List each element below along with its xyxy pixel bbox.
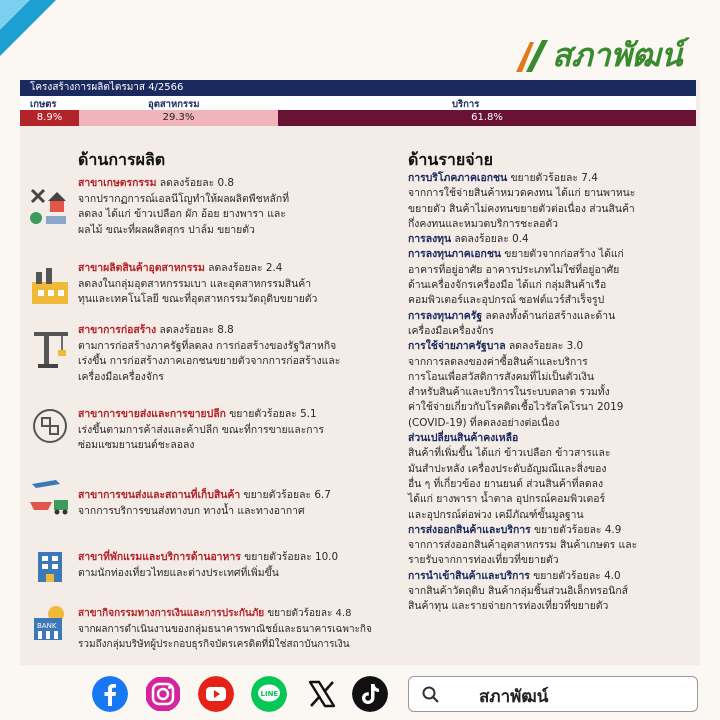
exp-title: การนำเข้าสินค้าและบริการ xyxy=(408,569,530,582)
item-detail: ทุนและเทคโนโลยี ขณะที่อุตสาหกรรมวัตถุดิบขยายตัว xyxy=(78,293,318,305)
production-item-transport xyxy=(78,488,378,519)
item-change: ลดลงร้อยละ 8.8 xyxy=(156,324,234,336)
item-detail: เร่งขึ้นตามการค้าส่งและค้าปลีก ขณะที่การขายและการ xyxy=(78,423,324,436)
crane-icon xyxy=(30,326,70,370)
item-change: ลดลงร้อยละ 2.4 xyxy=(204,262,283,274)
structure-bar-title: โครงสร้างการผลิตไตรมาส 4/2566 xyxy=(20,80,696,96)
item-detail: จากการบริการขนส่งทางบก ทางน้ำ และทางอากาศ xyxy=(78,504,305,517)
exp-change: ขยายตัวจากก่อสร้าง ได้แก่ xyxy=(500,248,624,261)
trade-icon xyxy=(30,406,70,446)
exp-title: การลงทุนภาครัฐ xyxy=(408,309,483,322)
corner-decoration-light xyxy=(0,0,30,30)
logo-text: สภาพัฒน์ xyxy=(552,36,683,74)
exp-detail: กึ่งคงทนและหมวดบริการชะลอตัว xyxy=(408,217,558,230)
production-item-construction xyxy=(78,323,388,385)
production-item-industry xyxy=(78,261,378,308)
facebook-icon[interactable] xyxy=(92,676,128,712)
segment-industry: 29.3% xyxy=(79,110,278,126)
brand-logo xyxy=(512,30,702,78)
label-agri: เกษตร xyxy=(30,99,57,110)
exp-title: การส่งออกสินค้าและบริการ xyxy=(408,523,531,536)
exp-title: การลงทุนภาคเอกชน xyxy=(408,248,501,261)
expenditure-text xyxy=(408,171,698,615)
item-detail: จากผลการดำเนินงานของกลุ่มธนาคารพาณิชย์และธนาคารเฉพาะกิจ xyxy=(78,623,372,635)
item-change: ลดลงร้อยละ 0.8 xyxy=(156,177,234,189)
item-detail: จากปรากฏการณ์เอลนีโญทำให้ผลผลิตพืชหลักที่ xyxy=(78,192,290,205)
hotel-icon xyxy=(34,548,66,584)
exp-detail: จากการใช้จ่ายสินค้าหมวดคงทน ได้แก่ ยานพาหนะ xyxy=(408,187,636,200)
exp-detail: รายรับจากการท่องเที่ยวที่ขยายตัว xyxy=(408,554,559,567)
segment-service: 61.8% xyxy=(278,110,696,126)
exp-detail: และอุปกรณ์ต่อพ่วง เคมีภัณฑ์ขั้นมูลฐาน xyxy=(408,508,584,521)
exp-change: ขยายตัวร้อยละ 4.0 xyxy=(529,569,621,582)
item-title: สาขาการขายส่งและการขายปลีก xyxy=(78,408,226,420)
instagram-icon[interactable] xyxy=(145,676,181,712)
exp-detail: ได้แก่ ยางพารา น้ำตาล อุปกรณ์คอมพิวเตอร์ xyxy=(408,493,606,506)
item-detail: ตามนักท่องเที่ยวไทยและต่างประเทศที่เพิ่มขึ้น xyxy=(78,566,279,579)
factory-icon xyxy=(28,266,72,306)
exp-change: ลดลงร้อยละ 0.4 xyxy=(451,233,529,246)
svg-text:BANK: BANK xyxy=(37,622,57,630)
search-text: สภาพัฒน์ xyxy=(479,687,549,707)
production-heading: ด้านการผลิต xyxy=(78,150,166,169)
production-item-hotel xyxy=(78,550,378,581)
exp-detail: อาคารที่อยู่อาศัย อาคารประเภทไม่ใช่ที่อยู่อาศัย xyxy=(408,263,620,276)
exp-detail: สำหรับสินค้าและบริการในระบบตลาด รวมทั้ง xyxy=(408,386,610,399)
item-detail: รวมถึงกลุ่มบริษัทผู้ประกอบธุรกิจบัตรเครดิตที่มิใช่สถาบันการเงิน xyxy=(78,639,350,650)
exp-title: ส่วนเปลี่ยนสินค้าคงเหลือ xyxy=(408,432,519,445)
exp-change: ลดลงร้อยละ 3.0 xyxy=(505,340,584,353)
item-detail: เครื่องมือเครื่องจักร xyxy=(78,370,164,383)
item-title: สาขาการขนส่งและสถานที่เก็บสินค้า xyxy=(78,489,241,501)
tiktok-icon[interactable] xyxy=(352,676,388,712)
exp-title: การบริโภคภาคเอกชน xyxy=(408,172,508,184)
item-change: ขยายตัวร้อยละ 10.0 xyxy=(240,551,339,563)
structure-bar-labels xyxy=(20,96,696,110)
logo-mark-icon xyxy=(512,36,552,76)
search-box[interactable] xyxy=(408,676,698,712)
item-title: สาขาเกษตรกรรม xyxy=(78,177,157,189)
exp-detail: (COVID-19) ที่ลดลงอย่างต่อเนื่อง xyxy=(408,416,560,429)
label-service: บริการ xyxy=(452,99,480,110)
production-item-finance xyxy=(78,606,408,653)
item-change: ขยายตัวร้อยละ 4.8 xyxy=(264,608,352,619)
content-card xyxy=(20,80,700,665)
exp-detail: จากการส่งออกสินค้าอุตสาหกรรม สินค้าเกษตร และ xyxy=(408,539,638,552)
label-industry: อุตสาหกรรม xyxy=(148,99,200,110)
bank-icon xyxy=(30,604,70,644)
search-icon xyxy=(421,685,441,705)
exp-change: ลดลงทั้งด้านก่อสร้างและด้าน xyxy=(482,309,616,322)
exp-detail: คอมพิวเตอร์และอุปกรณ์ ซอฟต์แวร์สำเร็จรูป xyxy=(408,294,605,307)
item-title: สาขาการก่อสร้าง xyxy=(78,324,157,336)
exp-detail: ขยายตัว สินค้าไม่คงทนขยายตัวต่อเนื่อง ส่วนสินค้า xyxy=(408,202,635,215)
exp-title: การลงทุน xyxy=(408,233,452,246)
exp-detail: การโอนเพื่อสวัสดิการสังคมที่ไม่เป็นตัวเงิน xyxy=(408,370,594,383)
exp-detail: เครื่องมือเครื่องจักร xyxy=(408,324,494,337)
exp-detail: สินค้าที่เพิ่มขึ้น ได้แก่ ข้าวเปลือก ข้าวสารและ xyxy=(408,447,611,460)
exp-change: ขยายตัวร้อยละ 4.9 xyxy=(530,523,622,536)
exp-title: การใช้จ่ายภาครัฐบาล xyxy=(408,340,506,353)
line-icon[interactable] xyxy=(251,676,287,712)
item-change: ขยายตัวร้อยละ 5.1 xyxy=(225,408,317,420)
item-detail: ลดลงในกลุ่มอุตสาหกรรมเบา และอุตสาหกรรมสินค้า xyxy=(78,277,312,290)
farm-icon xyxy=(26,184,70,228)
exp-detail: จากการลดลงของค่าซื้อสินค้าและบริการ xyxy=(408,355,588,368)
expenditure-heading: ด้านรายจ่าย xyxy=(408,150,493,169)
item-detail: เร่งขึ้น การก่อสร้างภาคเอกชนขยายตัวจากการก่อสร้างและ xyxy=(78,355,341,367)
structure-bar xyxy=(20,110,696,126)
exp-detail: ด้านเครื่องจักรเครื่องมือ ได้แก่ กลุ่มสินค้าเรือ xyxy=(408,279,607,292)
x-icon[interactable] xyxy=(304,676,340,712)
production-item-agri xyxy=(78,176,368,238)
item-change: ขยายตัวร้อยละ 6.7 xyxy=(240,489,331,501)
youtube-icon[interactable] xyxy=(198,676,234,712)
item-detail: ตามการก่อสร้างภาครัฐที่ลดลง การก่อสร้างของรัฐวิสาหกิจ xyxy=(78,339,337,352)
segment-agri: 8.9% xyxy=(20,110,79,126)
production-item-trade xyxy=(78,407,378,454)
exp-detail: อื่น ๆ ที่เกี่ยวข้อง ยานยนต์ ส่วนสินค้าที่ลดลง xyxy=(408,477,604,490)
item-detail: ซ่อมแซมยานยนต์ชะลอลง xyxy=(78,439,195,451)
item-detail: ลดลง ได้แก่ ข้าวเปลือก ผัก อ้อย ยางพารา และ xyxy=(78,208,286,220)
item-title: สาขาที่พักแรมและบริการด้านอาหาร xyxy=(78,551,241,563)
item-title: สาขาผลิตสินค้าอุตสาหกรรม xyxy=(78,262,205,274)
exp-detail: ค่าใช้จ่ายเกี่ยวกับโรคติดเชื้อไวรัสโคโรนา 2019 xyxy=(408,401,624,414)
item-title: สาขากิจกรรมทางการเงินและการประกันภัย xyxy=(78,608,265,619)
item-detail: ผลไม้ ขณะที่ผลผลิตสุกร ปาล์ม ขยายตัว xyxy=(78,223,255,236)
exp-detail: มันสำปะหลัง เครื่องประดับอัญมณีและสิ่งของ xyxy=(408,462,607,475)
exp-change: ขยายตัวร้อยละ 7.4 xyxy=(507,172,598,184)
exp-detail: จากสินค้าวัตถุดิบ สินค้ากลุ่มชิ้นส่วนอิเล็กทรอนิกส์ xyxy=(408,585,628,598)
svg-text:LINE: LINE xyxy=(260,690,279,698)
exp-detail: สินค้าทุน และรายจ่ายการท่องเที่ยวที่ขยายตัว xyxy=(408,600,609,613)
transport-icon xyxy=(26,476,72,522)
